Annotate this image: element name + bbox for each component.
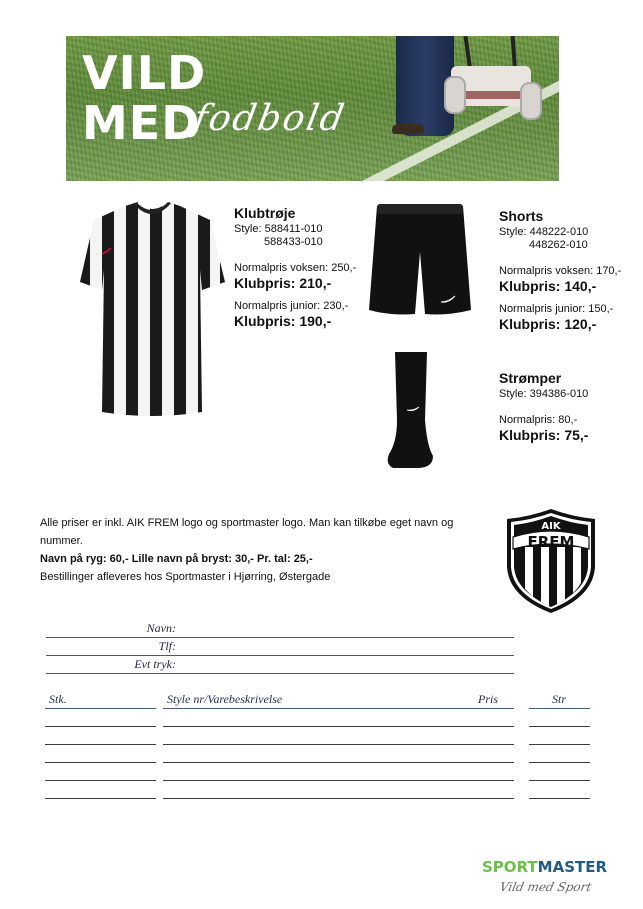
qty-header-label: Stk. [49,692,67,706]
description-entry-line[interactable] [163,745,514,763]
club-price: Klubpris: 190,- [234,313,332,329]
size-header [529,692,590,709]
groundskeeper-shoe [392,124,424,134]
product-title: Shorts [499,208,544,224]
size-entry-line[interactable] [529,745,590,763]
info-text [40,514,470,586]
product-jersey [234,205,356,330]
shorts-image [367,202,473,320]
qty-entry-line[interactable] [45,763,156,781]
normal-price: Normalpris junior: 150,- [499,303,614,315]
sportmaster-wordmark [482,858,607,876]
banner-script-text: fodbold [190,98,349,139]
product-style-row [499,226,621,239]
sportmaster-logo [482,858,607,895]
phone-field[interactable] [46,638,514,656]
info-line: Bestillinger afleveres hos Sportmaster i Hjørring, Østergade [40,571,331,583]
crest-top-text: AIK [541,521,561,532]
qty-entry-line[interactable] [45,709,156,727]
style-number: 448262-010 [529,239,588,251]
club-price: Klubpris: 140,- [499,278,597,294]
product-socks [499,370,588,444]
size-column [529,692,590,799]
qty-entry-line[interactable] [45,727,156,745]
style-number: 394386-010 [529,388,589,400]
description-entry-line[interactable] [163,727,514,745]
line-marker-wheel [520,82,542,120]
club-price: Klubpris: 75,- [499,427,589,443]
normal-price: Normalpris voksen: 170,- [499,265,622,277]
info-line: Alle priser er inkl. AIK FREM logo og sportmaster logo. Man kan tilkøbe eget navn og nummer. [40,517,454,547]
wordmark-sport: SPORT [482,858,538,876]
product-title: Klubtrøje [234,205,296,221]
description-entry-line[interactable] [163,709,514,727]
product-shorts [499,208,621,333]
info-extras-prices: Navn på ryg: 60,- Lille navn på bryst: 30,- Pr. tal: 25,- [40,553,313,565]
description-header-label: Style nr/Varebeskrivelse [167,692,283,706]
description-entry-line[interactable] [163,781,514,799]
description-price-column [163,692,514,799]
line-marker-detail [464,91,520,99]
contact-form [46,620,514,674]
line-marker-wheel [444,76,466,114]
size-entry-line[interactable] [529,781,590,799]
print-field[interactable] [46,656,514,674]
normal-price: Normalpris junior: 230,- [234,300,349,312]
crest-name-text: FREM [527,533,575,551]
banner-title-line2: MED [82,96,201,150]
aik-frem-crest-logo [503,507,599,613]
product-style-row [234,223,356,236]
phone-label: Tlf: [158,639,176,653]
product-title: Strømper [499,370,562,386]
style-number: 588411-010 [264,223,323,235]
sock-image [383,350,435,470]
print-label: Evt tryk: [134,657,176,671]
size-entry-line[interactable] [529,709,590,727]
banner-title-line1: VILD [82,46,207,100]
description-header [163,692,514,709]
qty-column [45,692,156,799]
size-entry-line[interactable] [529,727,590,745]
size-entry-line[interactable] [529,763,590,781]
name-label: Navn: [146,621,176,635]
style-label: Style: [499,388,527,400]
product-style-row [499,388,588,401]
club-price: Klubpris: 120,- [499,316,597,332]
qty-entry-line[interactable] [45,781,156,799]
style-label: Style: [499,226,527,238]
style-number: 448222-010 [529,226,589,238]
qty-entry-line[interactable] [45,745,156,763]
normal-price: Normalpris voksen: 250,- [234,262,357,274]
size-header-label: Str [552,692,567,706]
style-label: Style: [234,223,262,235]
jersey-image [80,202,225,417]
name-field[interactable] [46,620,514,638]
price-header-label: Pris [477,692,498,706]
style-number: 588433-010 [264,236,323,248]
header-banner [66,36,559,181]
wordmark-master: MASTER [537,858,608,876]
normal-price: Normalpris: 80,- [499,414,578,426]
sportmaster-tagline: Vild med Sport [498,880,593,894]
club-price: Klubpris: 210,- [234,275,332,291]
qty-header [45,692,156,709]
description-entry-line[interactable] [163,763,514,781]
